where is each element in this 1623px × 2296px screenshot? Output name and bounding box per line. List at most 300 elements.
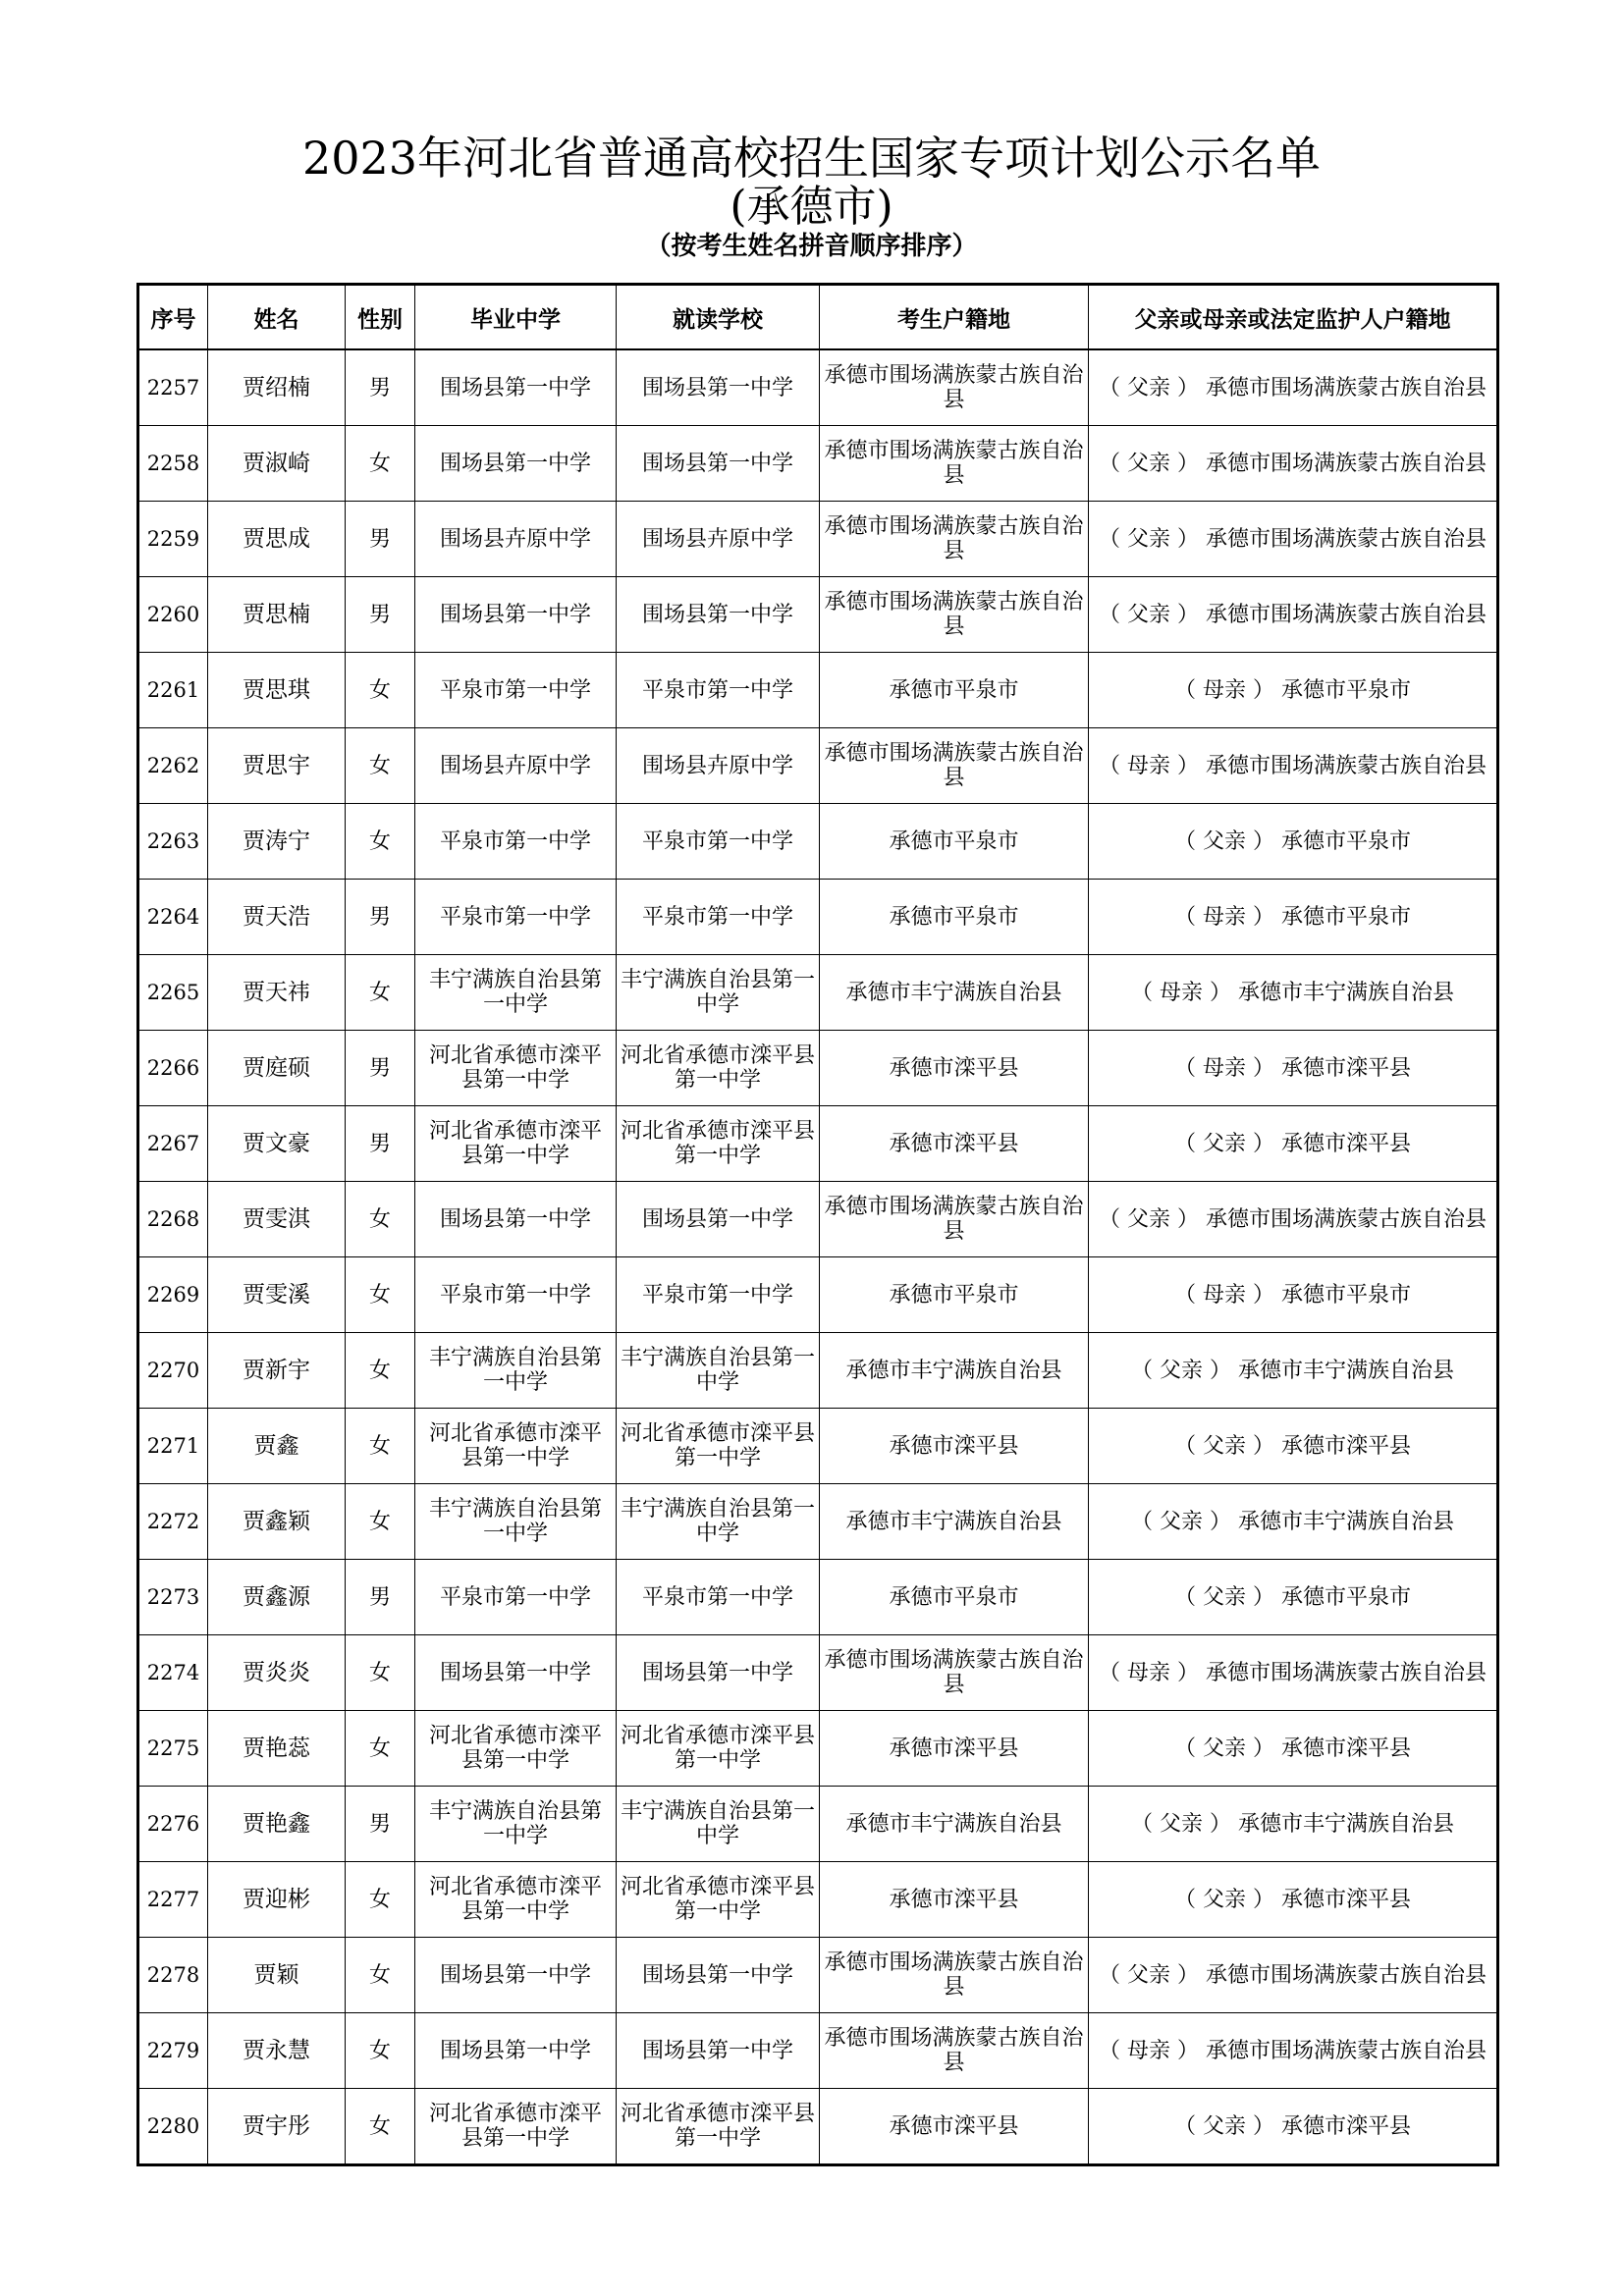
cell-no-text: 2273	[146, 1584, 200, 1609]
cell-hukou	[820, 880, 1089, 955]
table-row	[138, 1257, 1498, 1333]
cell-hukou-text: 承德市围场满族蒙古族自治县	[824, 1950, 1084, 2000]
guardian-relation: （ 父亲 ）	[1098, 602, 1199, 627]
cell-guardian	[1089, 1409, 1498, 1484]
cell-name	[208, 1862, 346, 1938]
cell-grad-school	[415, 426, 617, 502]
cell-hukou	[820, 1409, 1089, 1484]
cell-study-school	[617, 502, 820, 577]
cell-gender-text: 女	[368, 451, 391, 476]
cell-gender-text: 女	[368, 1282, 391, 1308]
cell-gender	[346, 653, 415, 728]
cell-gender-text: 女	[368, 677, 391, 703]
cell-guardian	[1089, 955, 1498, 1031]
cell-no-text: 2268	[146, 1206, 200, 1231]
cell-study-school	[617, 349, 820, 426]
cell-grad-school-text: 围场县第一中学	[439, 602, 591, 627]
guardian-place: 承德市平泉市	[1280, 677, 1411, 703]
cell-grad-school-text: 平泉市第一中学	[439, 904, 591, 930]
cell-guardian	[1089, 1862, 1498, 1938]
cell-guardian	[1089, 1635, 1498, 1711]
cell-study-school	[617, 1333, 820, 1409]
cell-no-text: 2279	[146, 2038, 200, 2062]
table-row	[138, 2089, 1498, 2165]
cell-hukou-text: 承德市滦平县	[889, 1887, 1019, 1912]
cell-guardian-text	[1131, 981, 1454, 1005]
cell-no	[138, 2089, 208, 2165]
cell-guardian	[1089, 653, 1498, 728]
cell-grad-school	[415, 1787, 617, 1862]
table-body	[138, 349, 1498, 2165]
cell-guardian	[1089, 804, 1498, 880]
guardian-relation: （ 父亲 ）	[1130, 1509, 1231, 1534]
header-study-school: 就读学校	[617, 285, 820, 350]
cell-study-school	[617, 880, 820, 955]
cell-name-text: 贾思琪	[243, 676, 310, 703]
guardian-relation: （ 父亲 ）	[1098, 451, 1199, 476]
guardian-place: 承德市围场满族蒙古族自治县	[1205, 526, 1487, 552]
table-row	[138, 1409, 1498, 1484]
cell-no-text: 2259	[146, 526, 200, 551]
cell-guardian-text	[1174, 1888, 1411, 1912]
cell-gender	[346, 426, 415, 502]
cell-guardian	[1089, 1333, 1498, 1409]
cell-guardian-text	[1099, 1661, 1487, 1685]
cell-grad-school	[415, 1484, 617, 1560]
cell-grad-school	[415, 1409, 617, 1484]
cell-name	[208, 1484, 346, 1560]
cell-study-school-text: 平泉市第一中学	[641, 1282, 793, 1308]
cell-no	[138, 577, 208, 653]
cell-no	[138, 1938, 208, 2013]
table-row	[138, 1182, 1498, 1257]
cell-study-school-text: 围场县第一中学	[641, 1206, 793, 1232]
cell-guardian-text	[1174, 1283, 1411, 1308]
cell-study-school-text: 围场县卉原中学	[641, 526, 793, 552]
cell-guardian-text	[1174, 1434, 1411, 1459]
cell-name	[208, 1711, 346, 1787]
cell-name	[208, 502, 346, 577]
cell-hukou	[820, 1787, 1089, 1862]
cell-no	[138, 1409, 208, 1484]
cell-grad-school-text: 围场县卉原中学	[439, 753, 591, 778]
cell-hukou	[820, 349, 1089, 426]
cell-hukou	[820, 1862, 1089, 1938]
cell-no	[138, 1031, 208, 1106]
cell-study-school	[617, 1938, 820, 2013]
cell-grad-school-text: 围场县第一中学	[439, 1206, 591, 1232]
cell-study-school-text: 围场县卉原中学	[641, 753, 793, 778]
cell-hukou-text: 承德市丰宁满族自治县	[845, 1509, 1062, 1534]
cell-no	[138, 728, 208, 804]
cell-name	[208, 728, 346, 804]
guardian-place: 承德市丰宁满族自治县	[1237, 1358, 1454, 1383]
cell-no-text: 2264	[146, 904, 200, 929]
cell-name-text: 贾宇彤	[243, 2112, 310, 2139]
cell-guardian-text	[1174, 1736, 1411, 1761]
cell-gender-text: 女	[368, 1962, 391, 1988]
cell-grad-school	[415, 1333, 617, 1409]
cell-hukou-text: 承德市围场满族蒙古族自治县	[824, 1195, 1084, 1244]
cell-grad-school	[415, 880, 617, 955]
cell-study-school	[617, 1106, 820, 1182]
cell-hukou	[820, 502, 1089, 577]
guardian-relation: （ 父亲 ）	[1173, 1131, 1274, 1156]
cell-grad-school-text: 河北省承德市滦平县第一中学	[428, 1043, 602, 1093]
header-name: 姓名	[208, 285, 346, 350]
table-row	[138, 349, 1498, 426]
cell-study-school-text: 围场县第一中学	[641, 451, 793, 476]
cell-gender	[346, 1333, 415, 1409]
guardian-relation: （ 母亲 ）	[1173, 1282, 1274, 1308]
cell-guardian-text	[1174, 2114, 1411, 2139]
cell-study-school	[617, 577, 820, 653]
header-hukou: 考生户籍地	[820, 285, 1089, 350]
cell-study-school	[617, 1031, 820, 1106]
cell-study-school	[617, 426, 820, 502]
cell-study-school-text: 丰宁满族自治县第一中学	[621, 1346, 816, 1395]
cell-no-text: 2271	[146, 1433, 200, 1458]
cell-hukou	[820, 1711, 1089, 1787]
header-gender: 性别	[346, 285, 415, 350]
cell-no	[138, 2013, 208, 2089]
table-row	[138, 502, 1498, 577]
cell-guardian-text	[1174, 1056, 1411, 1081]
guardian-relation: （ 父亲 ）	[1098, 1962, 1199, 1988]
cell-study-school	[617, 1635, 820, 1711]
cell-guardian-text	[1099, 1207, 1487, 1232]
cell-gender-text: 女	[368, 1433, 391, 1459]
guardian-place: 承德市丰宁满族自治县	[1237, 1811, 1454, 1837]
table-row	[138, 1106, 1498, 1182]
cell-gender-text: 女	[368, 1358, 391, 1383]
cell-name-text: 贾思楠	[243, 601, 310, 627]
cell-gender-text: 女	[368, 828, 391, 854]
cell-no	[138, 502, 208, 577]
cell-gender-text: 男	[368, 904, 391, 930]
cell-grad-school	[415, 955, 617, 1031]
cell-grad-school-text: 河北省承德市滦平县第一中学	[428, 1119, 602, 1168]
cell-name	[208, 1182, 346, 1257]
cell-guardian	[1089, 426, 1498, 502]
cell-guardian-text	[1099, 452, 1487, 476]
guardian-relation: （ 母亲 ）	[1130, 980, 1231, 1005]
cell-hukou-text: 承德市丰宁满族自治县	[845, 980, 1062, 1005]
cell-guardian-text	[1174, 1585, 1411, 1610]
cell-hukou-text: 承德市滦平县	[889, 2113, 1019, 2139]
cell-grad-school	[415, 1031, 617, 1106]
cell-study-school-text: 围场县第一中学	[641, 602, 793, 627]
cell-gender	[346, 502, 415, 577]
cell-guardian-text	[1099, 603, 1487, 627]
cell-study-school	[617, 1484, 820, 1560]
cell-grad-school	[415, 1635, 617, 1711]
cell-hukou	[820, 728, 1089, 804]
cell-guardian	[1089, 1711, 1498, 1787]
guardian-place: 承德市滦平县	[1280, 2113, 1411, 2139]
guardian-place: 承德市围场满族蒙古族自治县	[1205, 2038, 1487, 2063]
cell-guardian-text	[1174, 678, 1411, 703]
guardian-relation: （ 母亲 ）	[1098, 753, 1199, 778]
cell-study-school-text: 丰宁满族自治县第一中学	[621, 968, 816, 1017]
table-row	[138, 577, 1498, 653]
guardian-relation: （ 父亲 ）	[1173, 2113, 1274, 2139]
cell-no	[138, 1106, 208, 1182]
cell-grad-school-text: 河北省承德市滦平县第一中学	[428, 1421, 602, 1470]
cell-gender	[346, 2013, 415, 2089]
cell-name-text: 贾艳蕊	[243, 1735, 310, 1761]
guardian-relation: （ 父亲 ）	[1173, 1584, 1274, 1610]
cell-study-school	[617, 1560, 820, 1635]
cell-grad-school	[415, 728, 617, 804]
cell-grad-school-text: 平泉市第一中学	[439, 677, 591, 703]
guardian-place: 承德市滦平县	[1280, 1735, 1411, 1761]
cell-no-text: 2275	[146, 1735, 200, 1760]
cell-name	[208, 577, 346, 653]
table-header-row	[138, 285, 1498, 350]
cell-hukou	[820, 426, 1089, 502]
cell-guardian-text	[1099, 527, 1487, 552]
cell-guardian-text	[1174, 1132, 1411, 1156]
cell-name-text: 贾天祎	[243, 979, 310, 1005]
cell-study-school-text: 围场县第一中学	[641, 1660, 793, 1685]
cell-grad-school-text: 围场县卉原中学	[439, 526, 591, 552]
cell-gender	[346, 1635, 415, 1711]
cell-guardian-text	[1099, 754, 1487, 778]
cell-no	[138, 1711, 208, 1787]
cell-study-school-text: 丰宁满族自治县第一中学	[621, 1497, 816, 1546]
cell-study-school-text: 平泉市第一中学	[641, 677, 793, 703]
cell-no	[138, 653, 208, 728]
cell-study-school-text: 围场县第一中学	[641, 1962, 793, 1988]
cell-gender	[346, 880, 415, 955]
cell-study-school	[617, 955, 820, 1031]
cell-hukou-text: 承德市滦平县	[889, 1131, 1019, 1156]
cell-study-school-text: 河北省承德市滦平县第一中学	[621, 1421, 816, 1470]
cell-hukou-text: 承德市围场满族蒙古族自治县	[824, 439, 1084, 488]
cell-no-text: 2276	[146, 1811, 200, 1836]
cell-name-text: 贾涛宁	[243, 828, 310, 854]
cell-name	[208, 349, 346, 426]
guardian-place: 承德市围场满族蒙古族自治县	[1205, 1962, 1487, 1988]
guardian-place: 承德市丰宁满族自治县	[1237, 980, 1454, 1005]
cell-hukou	[820, 1257, 1089, 1333]
cell-no-text: 2257	[146, 375, 200, 400]
cell-guardian	[1089, 1560, 1498, 1635]
cell-grad-school-text: 河北省承德市滦平县第一中学	[428, 1875, 602, 1924]
cell-no-text: 2258	[146, 451, 200, 475]
cell-name	[208, 2089, 346, 2165]
cell-study-school-text: 平泉市第一中学	[641, 1584, 793, 1610]
cell-guardian-text	[1174, 905, 1411, 930]
cell-gender-text: 女	[368, 2038, 391, 2063]
cell-hukou	[820, 1182, 1089, 1257]
cell-name	[208, 955, 346, 1031]
cell-name-text: 贾思成	[243, 525, 310, 552]
guardian-place: 承德市滦平县	[1280, 1131, 1411, 1156]
cell-no-text: 2278	[146, 1962, 200, 1987]
cell-guardian-text	[1174, 829, 1411, 854]
cell-study-school-text: 河北省承德市滦平县第一中学	[621, 1043, 816, 1093]
cell-hukou-text: 承德市平泉市	[889, 1584, 1019, 1610]
cell-name-text: 贾永慧	[243, 2037, 310, 2063]
cell-no	[138, 1484, 208, 1560]
cell-hukou	[820, 577, 1089, 653]
cell-hukou	[820, 804, 1089, 880]
cell-guardian-text	[1099, 376, 1487, 400]
cell-gender	[346, 1787, 415, 1862]
guardian-place: 承德市平泉市	[1280, 828, 1411, 854]
cell-guardian	[1089, 1257, 1498, 1333]
table-row	[138, 804, 1498, 880]
cell-name	[208, 1031, 346, 1106]
cell-name-text: 贾淑崎	[243, 450, 310, 476]
cell-gender-text: 女	[368, 2113, 391, 2139]
cell-hukou-text: 承德市平泉市	[889, 1282, 1019, 1308]
sort-note: （按考生姓名拼音顺序排序）	[645, 232, 978, 261]
cell-study-school	[617, 1257, 820, 1333]
document-title: 2023年河北省普通高校招生国家专项计划公示名单	[301, 132, 1322, 185]
guardian-place: 承德市平泉市	[1280, 904, 1411, 930]
guardian-relation: （ 母亲 ）	[1098, 1660, 1199, 1685]
cell-gender-text: 男	[368, 1811, 391, 1837]
cell-name	[208, 1106, 346, 1182]
guardian-relation: （ 母亲 ）	[1173, 677, 1274, 703]
cell-no	[138, 426, 208, 502]
guardian-place: 承德市围场满族蒙古族自治县	[1205, 1206, 1487, 1232]
cell-name-text: 贾鑫颖	[243, 1508, 310, 1534]
cell-grad-school	[415, 1106, 617, 1182]
cell-guardian	[1089, 577, 1498, 653]
table-row	[138, 1333, 1498, 1409]
header-guardian: 父亲或母亲或法定监护人户籍地	[1089, 285, 1498, 350]
guardian-place: 承德市围场满族蒙古族自治县	[1205, 753, 1487, 778]
cell-no-text: 2267	[146, 1131, 200, 1155]
cell-gender-text: 男	[368, 1131, 391, 1156]
cell-grad-school-text: 围场县第一中学	[439, 1962, 591, 1988]
guardian-place: 承德市滦平县	[1280, 1887, 1411, 1912]
cell-no	[138, 804, 208, 880]
cell-hukou	[820, 1333, 1089, 1409]
cell-no-text: 2269	[146, 1282, 200, 1307]
table-row	[138, 653, 1498, 728]
cell-no	[138, 1635, 208, 1711]
cell-hukou-text: 承德市丰宁满族自治县	[845, 1358, 1062, 1383]
cell-hukou	[820, 1106, 1089, 1182]
cell-gender-text: 女	[368, 1206, 391, 1232]
cell-gender-text: 女	[368, 1735, 391, 1761]
cell-study-school-text: 河北省承德市滦平县第一中学	[621, 1724, 816, 1773]
cell-name-text: 贾迎彬	[243, 1886, 310, 1912]
cell-grad-school	[415, 2089, 617, 2165]
cell-grad-school-text: 河北省承德市滦平县第一中学	[428, 1724, 602, 1773]
cell-study-school	[617, 2089, 820, 2165]
cell-no	[138, 1182, 208, 1257]
cell-gender	[346, 728, 415, 804]
cell-name-text: 贾天浩	[243, 903, 310, 930]
guardian-relation: （ 母亲 ）	[1173, 904, 1274, 930]
cell-guardian	[1089, 2089, 1498, 2165]
cell-study-school-text: 河北省承德市滦平县第一中学	[621, 1875, 816, 1924]
cell-name-text: 贾雯淇	[243, 1205, 310, 1232]
cell-name-text: 贾新宇	[243, 1357, 310, 1383]
guardian-place: 承德市围场满族蒙古族自治县	[1205, 451, 1487, 476]
document-subtitle: (承德市)	[730, 182, 893, 232]
cell-gender	[346, 2089, 415, 2165]
cell-hukou-text: 承德市围场满族蒙古族自治县	[824, 363, 1084, 412]
cell-gender-text: 女	[368, 1660, 391, 1685]
cell-gender-text: 女	[368, 980, 391, 1005]
cell-gender-text: 女	[368, 753, 391, 778]
cell-grad-school-text: 平泉市第一中学	[439, 1282, 591, 1308]
cell-name	[208, 1409, 346, 1484]
header-no: 序号	[138, 285, 208, 350]
cell-gender	[346, 349, 415, 426]
cell-grad-school	[415, 502, 617, 577]
cell-guardian	[1089, 1787, 1498, 1862]
cell-gender-text: 男	[368, 1584, 391, 1610]
guardian-place: 承德市丰宁满族自治县	[1237, 1509, 1454, 1534]
table-row	[138, 1560, 1498, 1635]
cell-no	[138, 880, 208, 955]
cell-name-text: 贾鑫源	[243, 1583, 310, 1610]
cell-gender-text: 女	[368, 1509, 391, 1534]
cell-no-text: 2274	[146, 1660, 200, 1684]
guardian-relation: （ 父亲 ）	[1173, 1735, 1274, 1761]
cell-guardian	[1089, 1938, 1498, 2013]
cell-gender-text: 女	[368, 1887, 391, 1912]
cell-no	[138, 1862, 208, 1938]
cell-grad-school	[415, 1711, 617, 1787]
cell-grad-school-text: 平泉市第一中学	[439, 1584, 591, 1610]
cell-guardian	[1089, 1031, 1498, 1106]
table-row	[138, 1938, 1498, 2013]
guardian-relation: （ 父亲 ）	[1130, 1811, 1231, 1837]
cell-no-text: 2260	[146, 602, 200, 626]
cell-grad-school-text: 丰宁满族自治县第一中学	[428, 1497, 602, 1546]
admission-list-table	[136, 283, 1499, 2166]
cell-name	[208, 804, 346, 880]
cell-gender-text: 男	[368, 375, 391, 400]
cell-hukou-text: 承德市滦平县	[889, 1433, 1019, 1459]
table-row	[138, 728, 1498, 804]
cell-grad-school-text: 丰宁满族自治县第一中学	[428, 968, 602, 1017]
cell-name-text: 贾文豪	[243, 1130, 310, 1156]
cell-hukou	[820, 1938, 1089, 2013]
table-row	[138, 1711, 1498, 1787]
guardian-relation: （ 父亲 ）	[1098, 1206, 1199, 1232]
cell-name	[208, 1560, 346, 1635]
guardian-place: 承德市平泉市	[1280, 1282, 1411, 1308]
cell-name-text: 贾思宇	[243, 752, 310, 778]
guardian-place: 承德市围场满族蒙古族自治县	[1205, 1660, 1487, 1685]
cell-study-school-text: 平泉市第一中学	[641, 828, 793, 854]
cell-grad-school	[415, 2013, 617, 2089]
cell-no-text: 2263	[146, 828, 200, 853]
cell-study-school	[617, 1787, 820, 1862]
cell-name-text: 贾炎炎	[243, 1659, 310, 1685]
cell-study-school-text: 围场县第一中学	[641, 375, 793, 400]
table-row	[138, 880, 1498, 955]
table-row	[138, 955, 1498, 1031]
guardian-place: 承德市滦平县	[1280, 1055, 1411, 1081]
cell-guardian-text	[1099, 1963, 1487, 1988]
cell-gender	[346, 1711, 415, 1787]
cell-no	[138, 1257, 208, 1333]
cell-guardian	[1089, 349, 1498, 426]
cell-gender	[346, 577, 415, 653]
cell-gender	[346, 955, 415, 1031]
